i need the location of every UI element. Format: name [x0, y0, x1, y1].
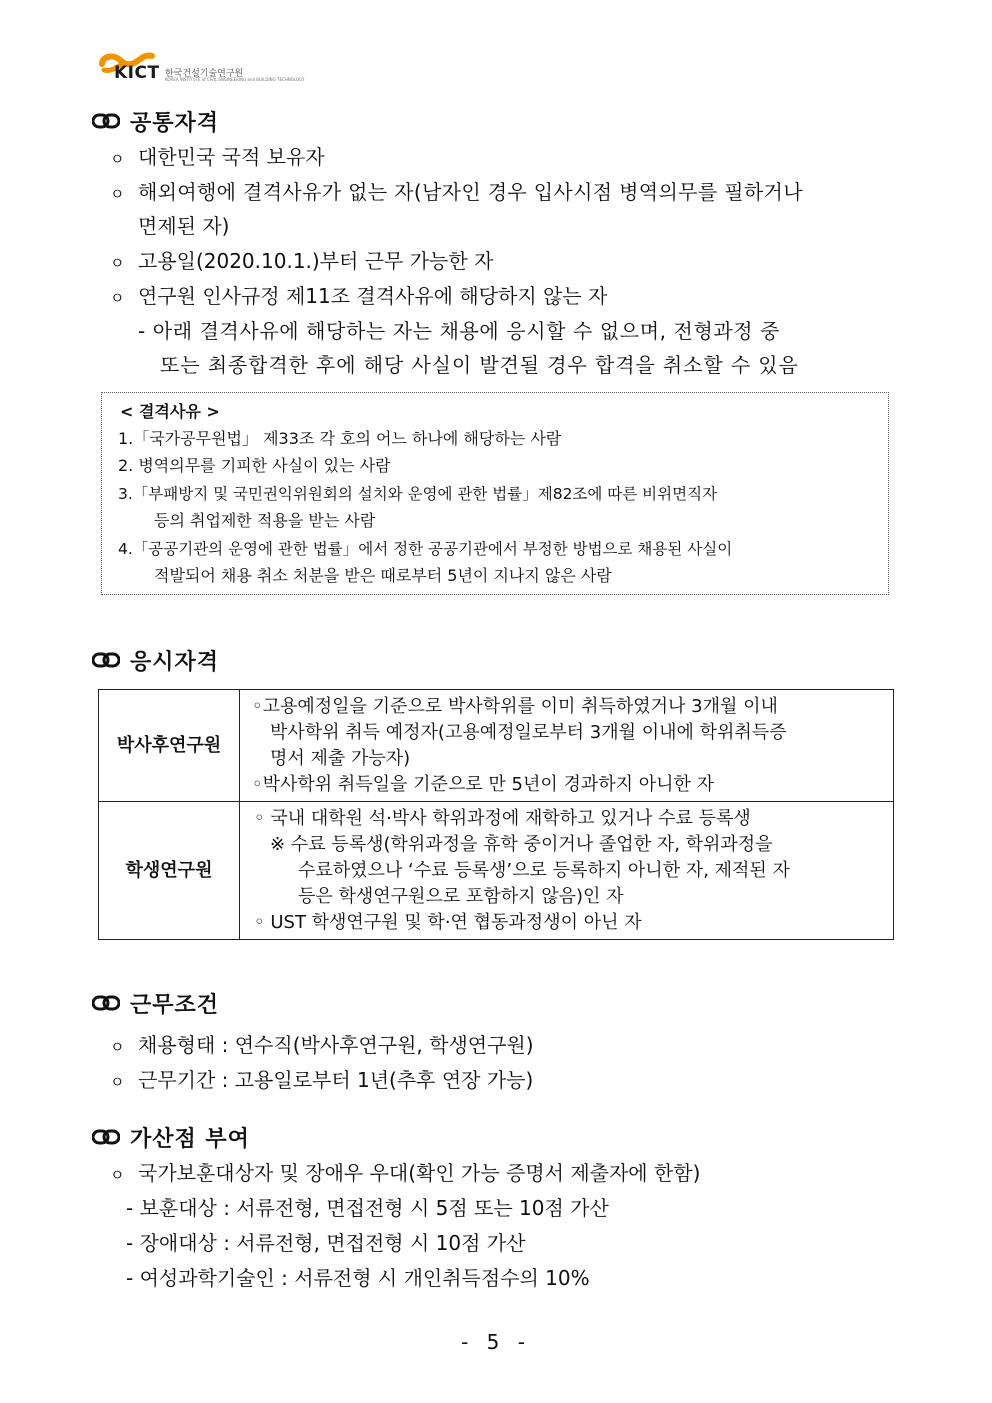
box-line: 2. 병역의무를 기피한 사실이 있는 사람 — [118, 456, 391, 475]
bonus-subitem: - 장애대상 : 서류전형, 면접전형 시 10점 가산 — [126, 1231, 526, 1255]
row-header: 박사후연구원 — [99, 690, 240, 802]
box-line-cont: 등의 취업제한 적용을 받는 사람 — [154, 511, 376, 530]
bonus-subitem: - 보훈대상 : 서류전형, 면접전형 시 5점 또는 10점 가산 — [126, 1196, 609, 1220]
common-item: 고용일(2020.10.1.)부터 근무 가능한 자 — [138, 249, 494, 273]
row-line: ◦ 국내 대학원 석·박사 학위과정에 재학하고 있거나 수료 등록생 — [254, 807, 751, 829]
bullet-icon: ㅇ — [110, 254, 125, 272]
bullet-icon: ㅇ — [110, 1073, 125, 1091]
row-line: ◦고용예정일을 기준으로 박사학위를 이미 취득하였거나 3개월 이내 — [252, 695, 778, 717]
bonus-subitem: - 여성과학기술인 : 서류전형 시 개인취득점수의 10% — [126, 1266, 590, 1290]
section-bonus-title: 가산점 부여 — [130, 1126, 250, 1152]
org-name: 한국건설기술연구원 — [165, 69, 244, 79]
org-name-en: KOREA INSTITUTE of CIVIL ENGINEERING and BUILDING TECHNOLOGY — [165, 77, 305, 82]
bullet-icon: ㅇ — [110, 289, 125, 307]
common-item: 대한민국 국적 보유자 — [138, 145, 325, 169]
section-bonus-heading — [92, 1122, 250, 1152]
common-sub-note-cont: 또는 최종합격한 후에 해당 사실이 발견될 경우 합격을 취소할 수 있음 — [160, 353, 799, 377]
conditions-item: 근무기간 : 고용일로부터 1년(추후 연장 가능) — [138, 1068, 534, 1092]
conditions-item: 채용형태 : 연수직(박사후연구원, 학생연구원) — [138, 1033, 534, 1057]
link-icon — [92, 994, 120, 1012]
logo-text: KICT — [114, 63, 160, 83]
box-line: 4.「공공기관의 운영에 관한 법률」에서 정한 공공기관에서 부정한 방법으로 채용된 사실이 — [118, 540, 733, 558]
bonus-item: 국가보훈대상자 및 장애우 우대(확인 가능 증명서 제출자에 한함) — [138, 1161, 701, 1185]
page-number: - 5 - — [461, 1330, 531, 1354]
row-line: 박사학위 취득 예정자(고용예정일로부터 3개월 이내에 학위취득증 — [270, 721, 787, 743]
bullet-icon: ㅇ — [110, 1038, 125, 1056]
row-header: 학생연구원 — [99, 802, 240, 940]
common-sub-note: - 아래 결격사유에 해당하는 자는 채용에 응시할 수 없으며, 전형과정 중 — [138, 319, 781, 343]
disqualification-box — [101, 392, 889, 595]
eligibility-table — [98, 689, 894, 940]
box-line-cont: 적발되어 채용 취소 처분을 받은 때로부터 5년이 지나지 않은 사람 — [154, 566, 612, 585]
section-common-title: 공통자격 — [130, 110, 220, 136]
row-line: ◦박사학위 취득일을 기준으로 만 5년이 경과하지 아니한 자 — [252, 773, 715, 795]
box-title: < 결격사유 > — [120, 402, 220, 421]
table-row — [99, 690, 894, 802]
row-line: ◦ UST 학생연구원 및 학·연 협동과정생이 아닌 자 — [254, 911, 642, 933]
row-line: 수료하였으나 ‘수료 등록생’으로 등록하지 아니한 자, 제적된 자 — [298, 859, 790, 881]
common-item: 연구원 인사규정 제11조 결격사유에 해당하지 않는 자 — [138, 284, 608, 308]
row-line: 명서 제출 가능자) — [270, 747, 411, 769]
table-row — [99, 802, 894, 940]
bullet-icon: ㅇ — [110, 1166, 125, 1184]
link-icon — [92, 1128, 120, 1146]
row-body — [240, 690, 894, 802]
common-item-cont: 면제된 자) — [138, 214, 230, 238]
section-conditions-heading — [92, 988, 219, 1018]
box-line: 3.「부패방지 및 국민권익위원회의 설치와 운영에 관한 법률」제82조에 따른 비위면직자 — [118, 485, 718, 503]
box-line: 1.「국가공무원법」 제33조 각 호의 어느 하나에 해당하는 사람 — [118, 429, 562, 448]
section-common-heading — [92, 106, 219, 136]
row-line: ※ 수료 등록생(학위과정을 휴학 중이거나 졸업한 자, 학위과정을 — [270, 833, 773, 855]
section-eligibility-title: 응시자격 — [130, 649, 220, 675]
bullet-icon: ㅇ — [110, 185, 125, 203]
bullet-icon: ㅇ — [110, 150, 125, 168]
link-icon — [92, 112, 120, 130]
common-item: 해외여행에 결격사유가 없는 자(남자인 경우 입사시점 병역의무를 필하거나 — [138, 180, 803, 204]
link-icon — [92, 651, 120, 669]
row-body — [240, 802, 894, 940]
section-eligibility-heading — [92, 645, 219, 675]
section-conditions-title: 근무조건 — [130, 992, 220, 1018]
row-line: 등은 학생연구원으로 포함하지 않음)인 자 — [298, 885, 624, 907]
